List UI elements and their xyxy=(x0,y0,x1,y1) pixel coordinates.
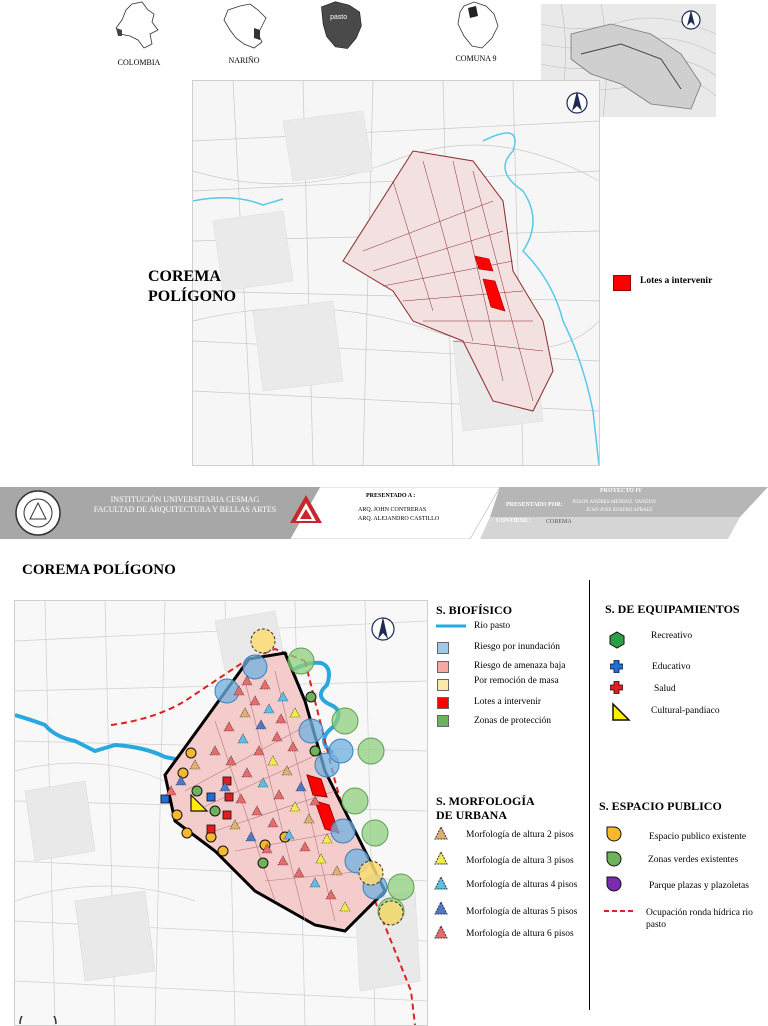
morfologia-5-triangle-icon xyxy=(434,901,448,915)
morfologia-3-triangle-icon xyxy=(434,851,448,865)
zona-proteccion-circle xyxy=(358,738,384,764)
espacio-publico-drop xyxy=(178,768,188,778)
zona-proteccion-circle xyxy=(288,648,314,674)
institution-banner xyxy=(0,487,768,539)
espacio-publico-drop xyxy=(206,832,216,842)
pasto-location-map xyxy=(314,0,374,52)
espacio-publico-circle xyxy=(251,629,275,653)
zonas-verdes-drop-icon xyxy=(606,851,622,867)
contiene-label: CONTIENE : xyxy=(496,518,532,524)
zona-verde-drop xyxy=(306,692,316,702)
espacio-publico-drop xyxy=(218,846,228,856)
student-2: JUAN JOSE ROSERO APRAEZ xyxy=(586,508,653,513)
morfologia-label-5: Morfología de alturas 5 pisos xyxy=(466,907,578,917)
salud-marker xyxy=(223,811,231,819)
espacio-label-verdes: Zonas verdes existentes xyxy=(648,855,739,865)
morfologia-4-triangle-icon xyxy=(434,876,448,890)
narino-location-map xyxy=(218,0,278,52)
equipamientos-label-salud: Salud xyxy=(654,684,676,694)
institution-line2: FACULTAD DE ARQUITECTURA Y BELLAS ARTES xyxy=(93,505,277,514)
zona-inundacion-circle xyxy=(243,655,267,679)
amenaza-baja-swatch xyxy=(437,661,449,673)
recreativo-hexagon-icon xyxy=(608,631,626,649)
equipamientos-label-cultural: Cultural-pandiaco xyxy=(651,706,720,716)
institution-name xyxy=(80,495,290,515)
espacio-publico-circle xyxy=(379,901,403,925)
presentado-por-label: PRESENTADO POR: xyxy=(506,502,563,508)
north-arrow-icon xyxy=(372,617,394,640)
salud-marker xyxy=(225,793,233,801)
zona-inundacion-circle xyxy=(215,679,239,703)
espacio-label-parques: Parque plazas y plazoletas xyxy=(649,881,749,891)
morfologia-label-2: Morfología de altura 2 pisos xyxy=(466,830,574,840)
comuna9-label: COMUNA 9 xyxy=(455,54,497,63)
proteccion-swatch xyxy=(437,715,449,727)
top-polygon-map xyxy=(192,80,600,466)
colombia-location-map xyxy=(108,0,168,52)
presentado-a-label: PRESENTADO A : xyxy=(366,493,416,499)
espacio-label-ronda: Ocupación ronda hídrica rio pasto xyxy=(646,908,753,930)
cesmag-seal-icon xyxy=(14,489,62,537)
salud-marker xyxy=(207,825,215,833)
zona-proteccion-circle xyxy=(332,708,358,734)
divider xyxy=(589,580,590,1010)
educativo-marker xyxy=(161,795,169,803)
zona-inundacion-circle xyxy=(329,739,353,763)
educativo-marker xyxy=(207,793,215,801)
remocion-swatch xyxy=(437,679,449,691)
salud-cross-icon xyxy=(610,681,623,694)
morfologia-6-triangle-icon xyxy=(434,925,448,939)
biofisico-label-proteccion: Zonas de protección xyxy=(474,716,552,726)
biofisico-label-rio: Rio pasto xyxy=(474,621,511,631)
espacio-publico-drop xyxy=(186,748,196,758)
inundacion-swatch xyxy=(437,642,449,654)
project-label: PROYECTO IV xyxy=(600,488,643,494)
espacio-title: S. ESPACIO PUBLICO xyxy=(599,799,722,813)
professor-1: ARQ. JOHN CONTRERAS xyxy=(358,507,427,513)
espacio-publico-drop xyxy=(182,828,192,838)
morfologia-title-line2: DE URBANA xyxy=(436,808,508,822)
professor-2: ARQ. ALEJANDRO CASTILLO xyxy=(358,516,440,522)
faculty-logo-icon xyxy=(286,491,326,531)
biofisico-title: S. BIOFÍSICO xyxy=(436,603,513,617)
espacio-publico-circle xyxy=(359,861,383,885)
zona-verde-drop xyxy=(310,746,320,756)
ronda-hidrica-dashed-swatch xyxy=(604,908,634,914)
educativo-cross-icon xyxy=(610,660,623,673)
biofisico-label-lotes: Lotes a intervenir xyxy=(474,697,542,707)
footer-seal-icon xyxy=(18,1016,58,1024)
zona-inundacion-circle xyxy=(331,819,355,843)
zona-inundacion-circle xyxy=(299,719,323,743)
north-arrow-icon xyxy=(682,10,700,29)
pasto-label: pasto xyxy=(330,14,348,22)
parque-plazas-drop-icon xyxy=(606,876,622,892)
morfologia-title-line1: S. MORFOLOGÍA xyxy=(436,794,535,808)
top-title-line1: COREMA xyxy=(148,268,221,285)
student-1: JEISON ANDRES MENDOZ. YANDUN xyxy=(572,500,656,505)
zona-verde-drop xyxy=(210,806,220,816)
zona-proteccion-circle xyxy=(342,788,368,814)
equipamientos-label-recreativo: Recreativo xyxy=(651,631,693,641)
contiene-value: COREMA xyxy=(546,519,572,525)
zona-verde-drop xyxy=(192,786,202,796)
lotes-legend-label: Lotes a intervenir xyxy=(640,276,713,286)
bottom-title: COREMA POLÍGONO xyxy=(22,562,176,578)
rio-pasto-swatch xyxy=(436,622,466,630)
zona-verde-drop xyxy=(258,858,268,868)
morfologia-label-3: Morfología de altura 3 pisos xyxy=(466,856,574,866)
morfologia-label-4: Morfología de alturas 4 pisos xyxy=(466,880,578,890)
zona-proteccion-circle xyxy=(388,874,414,900)
colombia-label: COLOMBIA xyxy=(117,58,161,67)
zona-proteccion-circle xyxy=(362,820,388,846)
biofisico-label-amenaza: Riesgo de amenaza baja xyxy=(474,661,566,671)
bottom-polygon-map xyxy=(14,600,428,1026)
espacio-label-existente: Espacio publico existente xyxy=(649,832,747,842)
cultural-triangle-icon xyxy=(611,702,631,722)
equipamientos-label-educativo: Educativo xyxy=(652,662,691,672)
comuna9-location-map xyxy=(450,0,510,52)
biofisico-label-inundacion: Riesgo por inundación xyxy=(474,642,561,652)
espacio-existente-drop-icon xyxy=(606,826,622,842)
morfologia-label-6: Morfología de altura 6 pisos xyxy=(466,929,574,939)
top-title-line2: POLÍGONO xyxy=(148,288,237,305)
lotes-legend-swatch xyxy=(613,275,631,291)
biofisico-label-remocion: Por remoción de masa xyxy=(474,676,559,686)
espacio-publico-drop xyxy=(172,810,182,820)
equipamientos-title: S. DE EQUIPAMIENTOS xyxy=(605,602,740,616)
morfologia-2-triangle-icon xyxy=(434,826,448,840)
narino-label: NARIÑO xyxy=(228,56,260,65)
lotes-swatch xyxy=(437,697,449,709)
institution-line1: INSTITUCIÓN UNIVERSITARIA CESMAG xyxy=(110,495,260,504)
